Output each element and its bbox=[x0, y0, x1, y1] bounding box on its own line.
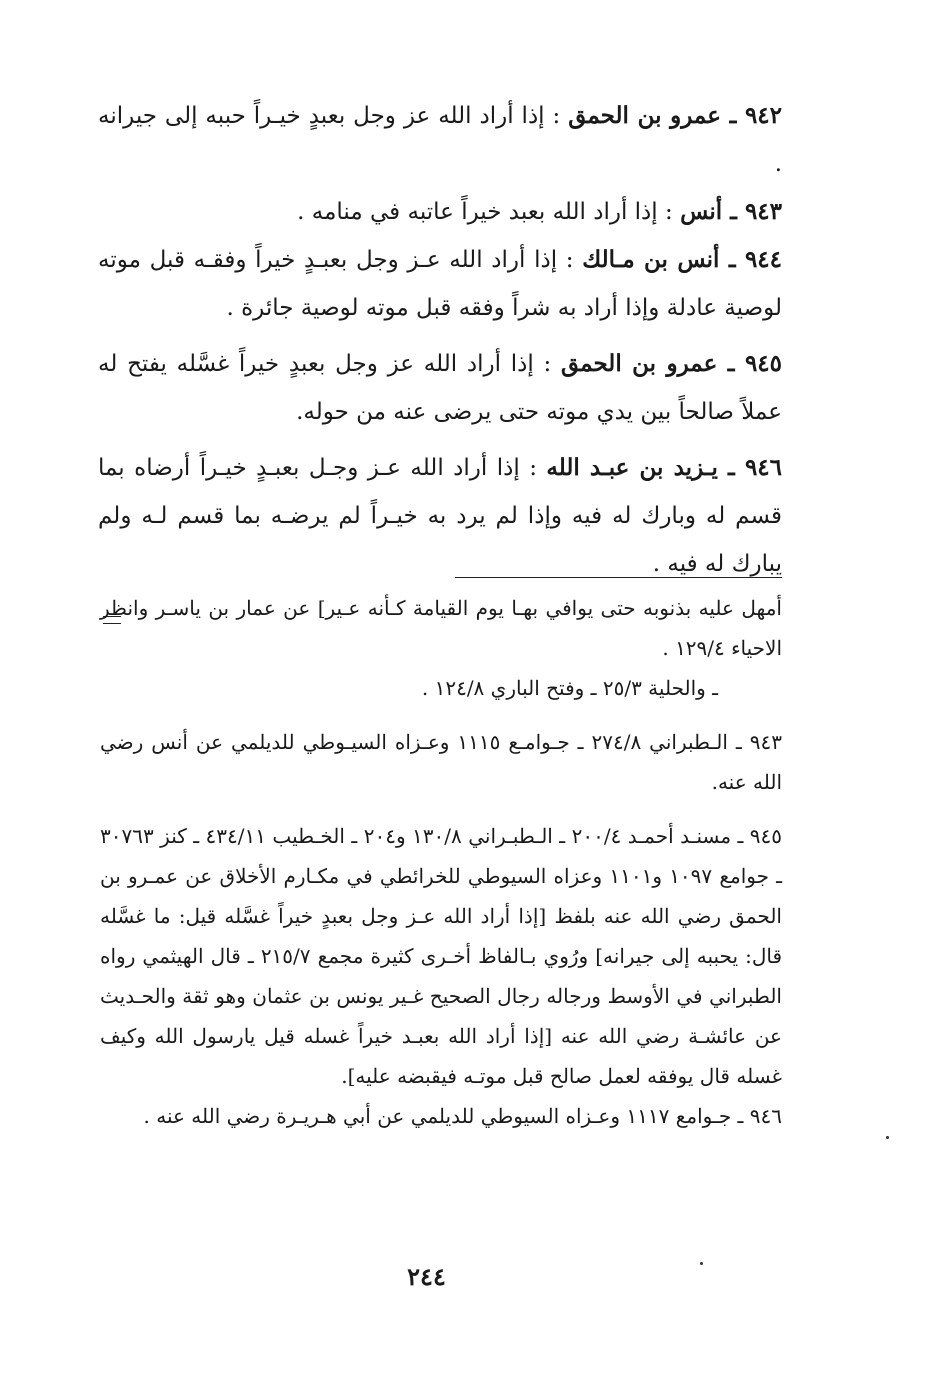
hadith-943-text: : إذا أراد الله بعبد خيراً عاتبه في منامه . bbox=[297, 199, 681, 225]
page-number: ٢٤٤ bbox=[407, 1262, 446, 1291]
hadith-944 bbox=[98, 236, 782, 332]
hadith-946 bbox=[98, 444, 782, 588]
footnotes bbox=[100, 588, 782, 1136]
hadith-946-text: : إذا أراد الله عـز وجـل بعبـدٍ خيـراً أرضاه بما قسم له وبارك له فيه وإذا لم يرد به خيـراً لم يرضـه بما قسم لـه ولم يبارك له فيه . bbox=[98, 455, 782, 577]
footnote-943: ٩٤٣ ـ الـطبراني ٢٧٤/٨ ـ جـوامـع ١١١٥ وعـزاه السيـوطي للديلمي عن أنس رضي الله عنه. bbox=[100, 730, 782, 794]
hadith-942-text: : إذا أراد الله عز وجل بعبدٍ خيـراً حببه إلى جيرانه . bbox=[98, 103, 782, 177]
scan-speck bbox=[886, 1136, 889, 1139]
hadith-943-narrator: ٩٤٣ ـ أنس bbox=[680, 198, 782, 225]
hadith-945-text: : إذا أراد الله عز وجل بعبدٍ خيراً غسَّله يفتح له عملاً صالحاً بين يدي موته حتى يرضى عنه من حوله. bbox=[98, 351, 782, 425]
scan-speck bbox=[700, 1262, 703, 1265]
footnote-hilya: ـ والحلية ٢٥/٣ ـ وفتح الباري ١٢٤/٨ . bbox=[421, 676, 718, 700]
footnote-946: ٩٤٦ ـ جـوامع ١١١٧ وعـزاه السيوطي للديلمي عن أبي هـريـرة رضي الله عنه . bbox=[143, 1104, 782, 1128]
hadith-943 bbox=[98, 188, 782, 236]
hadith-942-narrator: ٩٤٢ ـ عمرو بن الحمق bbox=[568, 102, 783, 129]
footnote-945: ٩٤٥ ـ مسنـد أحمـد ٢٠٠/٤ ـ الـطبـراني ١٣٠/٨ و٢٠٤ ـ الخـطيب ٤٣٤/١١ ـ كنز ٣٠٧٦٣ ـ جوامع ١٠٩٧ و١١٠١ وعزاه السيوطي للخرائطي في مكـارم الأخلاق عن عمـرو بن الحمق رضي الله عنه بلفظ [إذا أراد الله عـز وجل بعبدٍ خيراً غسَّله قيل: ما غسَّله قال: يحببه إلى جيرانه] ورُوي بـالفاظ أخـرى كثيرة مجمع ٢١٥/٧ ـ قال الهيثمي رواه الطبراني في الأوسط ورجاله رجال الصحيح غـير يونس بن عثمان وهو ثقة والحـديث عن عائشـة رضي الله عنه [إذا أراد الله بعبـد خيراً غسله قيل يارسول الله وكيف غسله قال يوفقه لعمل صالح قبل موتـه فيقبضه عليه]. bbox=[100, 824, 783, 1088]
hadith-945-narrator: ٩٤٥ ـ عمرو بن الحمق bbox=[560, 350, 782, 377]
hadith-945 bbox=[98, 340, 782, 436]
footnote-separator bbox=[455, 577, 782, 578]
footnote-continued: أمهل عليه بذنوبه حتى يوافي بهـا يوم القيامة كـأنه عـير] عن عمار بن ياسـر وانظر الاحياء ١٢٩/٤ . bbox=[100, 596, 782, 660]
hadith-946-narrator: ٩٤٦ ـ يـزيد بن عبـد الله bbox=[546, 454, 782, 481]
hadith-942 bbox=[98, 92, 782, 188]
hadith-944-narrator: ٩٤٤ ـ أنس بن مـالك bbox=[582, 246, 782, 273]
main-text bbox=[98, 92, 782, 588]
hadith-944-text: : إذا أراد الله عـز وجل بعبـدٍ خيراً وفقـه قبل موته لوصية عادلة وإذا أراد به شراً وفقه قبل موته لوصية جائرة . bbox=[98, 247, 782, 321]
